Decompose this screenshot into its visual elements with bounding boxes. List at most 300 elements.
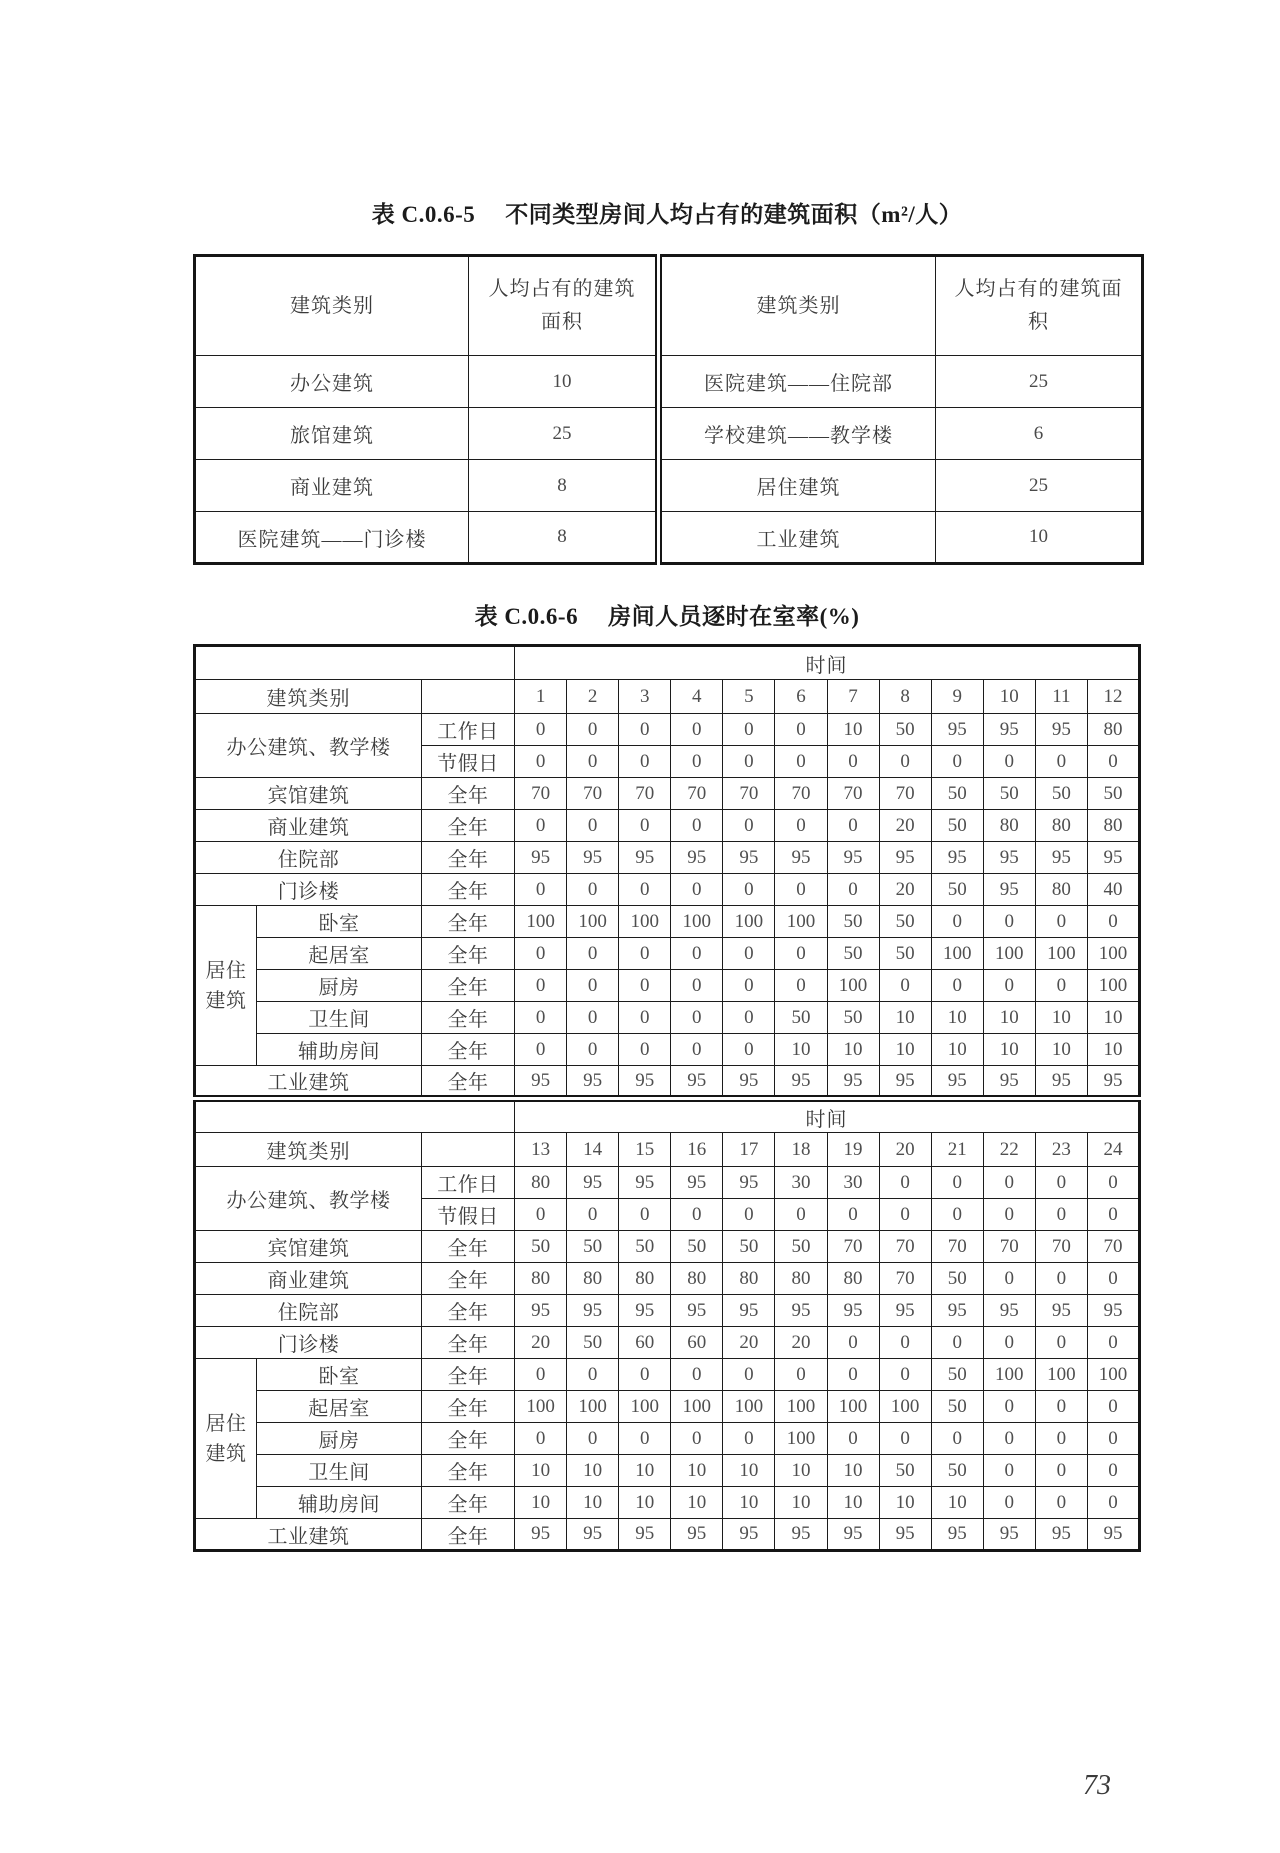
hour-value-cell: 80 xyxy=(619,1263,671,1295)
hour-value-cell: 100 xyxy=(619,1391,671,1423)
hour-value-cell: 0 xyxy=(775,1359,827,1391)
hour-value-cell: 95 xyxy=(671,1295,723,1327)
hour-value-cell: 0 xyxy=(619,1002,671,1034)
hour-value-cell: 0 xyxy=(619,970,671,1002)
hour-value-cell: 95 xyxy=(723,1295,775,1327)
hour-value-cell: 100 xyxy=(1035,1359,1087,1391)
hour-value-cell: 10 xyxy=(1087,1002,1139,1034)
hour-value-cell: 95 xyxy=(983,842,1035,874)
hour-value-cell: 50 xyxy=(879,1455,931,1487)
hour-value-cell: 0 xyxy=(931,1327,983,1359)
hour-value-cell: 0 xyxy=(775,970,827,1002)
hour-value-cell: 0 xyxy=(515,1359,567,1391)
table2-title-label: 表 C.0.6-6 xyxy=(474,604,579,629)
hour-value-cell: 0 xyxy=(567,970,619,1002)
hour-value-cell: 95 xyxy=(619,1519,671,1551)
table1-title-label: 表 C.0.6-5 xyxy=(371,202,476,227)
group-label-cell: 居住建筑 xyxy=(195,1359,257,1519)
period-cell: 全年 xyxy=(422,1263,515,1295)
hour-value-cell: 0 xyxy=(827,1359,879,1391)
hour-value-cell: 80 xyxy=(567,1263,619,1295)
hour-value-cell: 95 xyxy=(983,874,1035,906)
building-label-cell: 工业建筑 xyxy=(195,1519,422,1551)
hour-value-cell: 95 xyxy=(723,1066,775,1099)
hour-header-cell: 23 xyxy=(1035,1133,1087,1167)
corner-header-cell: 建筑类别 xyxy=(195,1133,422,1167)
hour-value-cell: 10 xyxy=(567,1487,619,1519)
hour-value-cell: 70 xyxy=(983,1231,1035,1263)
area-value-cell: 25 xyxy=(936,460,1143,512)
hour-value-cell: 70 xyxy=(1087,1231,1139,1263)
period-cell: 工作日 xyxy=(422,714,515,746)
hour-value-cell: 95 xyxy=(567,1295,619,1327)
hour-value-cell: 100 xyxy=(723,1391,775,1423)
table1-title-text: 不同类型房间人均占有的建筑面积（m²/人） xyxy=(505,202,963,227)
hour-value-cell: 95 xyxy=(827,842,879,874)
hour-value-cell: 50 xyxy=(827,1002,879,1034)
hour-value-cell: 0 xyxy=(723,970,775,1002)
hour-value-cell: 0 xyxy=(723,746,775,778)
hour-value-cell: 0 xyxy=(723,1423,775,1455)
hour-value-cell: 95 xyxy=(1087,1066,1139,1099)
hour-value-cell: 60 xyxy=(619,1327,671,1359)
hour-value-cell: 0 xyxy=(931,906,983,938)
hour-value-cell: 0 xyxy=(827,874,879,906)
hour-value-cell: 0 xyxy=(931,970,983,1002)
hour-value-cell: 95 xyxy=(983,1066,1035,1099)
hour-value-cell: 0 xyxy=(879,1423,931,1455)
hour-value-cell: 95 xyxy=(1035,1295,1087,1327)
area-value-cell: 8 xyxy=(469,460,659,512)
hour-value-cell: 95 xyxy=(827,1519,879,1551)
hour-header-cell: 24 xyxy=(1087,1133,1139,1167)
area-per-person-table xyxy=(193,254,1144,565)
column-header-cell: 建筑类别 xyxy=(659,256,936,356)
hour-value-cell: 80 xyxy=(775,1263,827,1295)
blank-cell xyxy=(195,646,515,680)
period-cell: 全年 xyxy=(422,1455,515,1487)
building-label-cell: 办公建筑、教学楼 xyxy=(195,714,422,778)
hour-value-cell: 95 xyxy=(619,1066,671,1099)
hour-value-cell: 95 xyxy=(1035,842,1087,874)
hour-value-cell: 50 xyxy=(515,1231,567,1263)
hour-value-cell: 50 xyxy=(619,1231,671,1263)
hour-value-cell: 0 xyxy=(515,1034,567,1066)
building-label-cell: 宾馆建筑 xyxy=(195,778,422,810)
hour-value-cell: 95 xyxy=(1035,1066,1087,1099)
hour-value-cell: 95 xyxy=(567,1066,619,1099)
room-label-cell: 辅助房间 xyxy=(257,1487,422,1519)
hour-value-cell: 0 xyxy=(567,1423,619,1455)
period-cell: 全年 xyxy=(422,1327,515,1359)
room-label-cell: 起居室 xyxy=(257,1391,422,1423)
hour-value-cell: 100 xyxy=(671,1391,723,1423)
hour-value-cell: 0 xyxy=(567,810,619,842)
hour-value-cell: 0 xyxy=(879,1167,931,1199)
building-label-cell: 办公建筑、教学楼 xyxy=(195,1167,422,1231)
hour-value-cell: 0 xyxy=(983,746,1035,778)
hour-value-cell: 0 xyxy=(1035,1423,1087,1455)
group-label-cell: 居住建筑 xyxy=(195,906,257,1066)
hour-value-cell: 0 xyxy=(723,810,775,842)
building-label-cell: 门诊楼 xyxy=(195,874,422,906)
hour-value-cell: 0 xyxy=(671,1002,723,1034)
hour-value-cell: 80 xyxy=(723,1263,775,1295)
period-cell: 全年 xyxy=(422,1359,515,1391)
hour-value-cell: 0 xyxy=(567,1359,619,1391)
hour-value-cell: 10 xyxy=(1035,1002,1087,1034)
building-type-cell: 旅馆建筑 xyxy=(195,408,469,460)
hour-value-cell: 50 xyxy=(567,1327,619,1359)
hour-header-cell: 5 xyxy=(723,680,775,714)
area-value-cell: 10 xyxy=(936,512,1143,564)
hour-value-cell: 95 xyxy=(775,1066,827,1099)
area-value-cell: 8 xyxy=(469,512,659,564)
hour-value-cell: 10 xyxy=(827,1034,879,1066)
hour-value-cell: 30 xyxy=(827,1167,879,1199)
hour-value-cell: 0 xyxy=(723,874,775,906)
hour-value-cell: 95 xyxy=(931,1519,983,1551)
hour-value-cell: 0 xyxy=(983,1327,1035,1359)
hour-value-cell: 95 xyxy=(723,1519,775,1551)
column-header-cell: 人均占有的建筑面积 xyxy=(469,256,659,356)
hour-value-cell: 50 xyxy=(931,874,983,906)
hour-value-cell: 95 xyxy=(983,1295,1035,1327)
hour-value-cell: 0 xyxy=(827,1327,879,1359)
hour-value-cell: 10 xyxy=(879,1487,931,1519)
hour-header-cell: 12 xyxy=(1087,680,1139,714)
hour-value-cell: 30 xyxy=(775,1167,827,1199)
hour-value-cell: 0 xyxy=(983,1263,1035,1295)
hour-value-cell: 10 xyxy=(827,714,879,746)
hour-value-cell: 70 xyxy=(567,778,619,810)
hour-value-cell: 0 xyxy=(1035,1327,1087,1359)
hour-header-cell: 19 xyxy=(827,1133,879,1167)
hour-value-cell: 0 xyxy=(1087,1391,1139,1423)
hour-value-cell: 95 xyxy=(931,714,983,746)
building-type-cell: 学校建筑——教学楼 xyxy=(659,408,936,460)
hour-value-cell: 100 xyxy=(619,906,671,938)
hour-value-cell: 0 xyxy=(1087,746,1139,778)
hour-value-cell: 50 xyxy=(567,1231,619,1263)
hour-value-cell: 95 xyxy=(931,842,983,874)
hour-value-cell: 0 xyxy=(1087,1423,1139,1455)
hour-value-cell: 0 xyxy=(879,746,931,778)
hour-value-cell: 95 xyxy=(515,842,567,874)
column-header-cell: 建筑类别 xyxy=(195,256,469,356)
hour-value-cell: 100 xyxy=(1087,970,1139,1002)
hour-value-cell: 0 xyxy=(879,1359,931,1391)
hour-value-cell: 70 xyxy=(515,778,567,810)
hour-value-cell: 70 xyxy=(931,1231,983,1263)
hour-value-cell: 95 xyxy=(775,1295,827,1327)
hour-value-cell: 95 xyxy=(775,842,827,874)
hour-header-cell: 22 xyxy=(983,1133,1035,1167)
hour-header-cell: 20 xyxy=(879,1133,931,1167)
hour-value-cell: 20 xyxy=(879,874,931,906)
hour-value-cell: 95 xyxy=(619,1295,671,1327)
hour-header-cell: 8 xyxy=(879,680,931,714)
hour-value-cell: 80 xyxy=(515,1263,567,1295)
area-value-cell: 6 xyxy=(936,408,1143,460)
hour-value-cell: 0 xyxy=(515,938,567,970)
hour-value-cell: 100 xyxy=(879,1391,931,1423)
period-cell: 全年 xyxy=(422,1423,515,1455)
period-cell: 全年 xyxy=(422,1519,515,1551)
hour-value-cell: 0 xyxy=(723,938,775,970)
hour-header-cell: 15 xyxy=(619,1133,671,1167)
hour-value-cell: 0 xyxy=(1087,1167,1139,1199)
hour-value-cell: 10 xyxy=(619,1455,671,1487)
hour-value-cell: 0 xyxy=(775,938,827,970)
hour-value-cell: 95 xyxy=(879,1295,931,1327)
hour-value-cell: 80 xyxy=(827,1263,879,1295)
hour-value-cell: 50 xyxy=(1087,778,1139,810)
hour-value-cell: 0 xyxy=(671,714,723,746)
hour-value-cell: 95 xyxy=(1087,842,1139,874)
hour-value-cell: 0 xyxy=(619,874,671,906)
hour-value-cell: 50 xyxy=(931,1455,983,1487)
hour-header-cell: 18 xyxy=(775,1133,827,1167)
table2-title xyxy=(193,598,1141,631)
hour-header-cell: 13 xyxy=(515,1133,567,1167)
hour-value-cell: 0 xyxy=(775,1199,827,1231)
period-cell: 全年 xyxy=(422,1391,515,1423)
hour-header-cell: 4 xyxy=(671,680,723,714)
hour-value-cell: 0 xyxy=(567,874,619,906)
period-cell: 节假日 xyxy=(422,1199,515,1231)
hour-value-cell: 10 xyxy=(619,1487,671,1519)
building-type-cell: 工业建筑 xyxy=(659,512,936,564)
document-page xyxy=(193,0,1141,1552)
hour-value-cell: 95 xyxy=(567,1519,619,1551)
hour-value-cell: 20 xyxy=(879,810,931,842)
building-type-cell: 办公建筑 xyxy=(195,356,469,408)
hour-value-cell: 0 xyxy=(567,938,619,970)
hour-value-cell: 0 xyxy=(619,1423,671,1455)
period-cell: 全年 xyxy=(422,970,515,1002)
hour-value-cell: 70 xyxy=(1035,1231,1087,1263)
hour-value-cell: 0 xyxy=(619,1359,671,1391)
hour-value-cell: 50 xyxy=(827,938,879,970)
period-cell: 全年 xyxy=(422,1002,515,1034)
period-cell: 全年 xyxy=(422,906,515,938)
hour-value-cell: 10 xyxy=(931,1002,983,1034)
hour-value-cell: 10 xyxy=(879,1002,931,1034)
hour-value-cell: 100 xyxy=(775,906,827,938)
hour-value-cell: 10 xyxy=(775,1034,827,1066)
hour-value-cell: 20 xyxy=(775,1327,827,1359)
hour-value-cell: 0 xyxy=(775,746,827,778)
hour-value-cell: 0 xyxy=(1087,1487,1139,1519)
hour-value-cell: 0 xyxy=(671,746,723,778)
hour-value-cell: 100 xyxy=(827,970,879,1002)
hour-value-cell: 10 xyxy=(983,1002,1035,1034)
hour-value-cell: 50 xyxy=(931,778,983,810)
hour-value-cell: 100 xyxy=(983,938,1035,970)
hour-value-cell: 10 xyxy=(827,1455,879,1487)
hour-value-cell: 0 xyxy=(619,746,671,778)
hour-value-cell: 95 xyxy=(619,1167,671,1199)
hour-value-cell: 10 xyxy=(671,1487,723,1519)
building-type-cell: 医院建筑——住院部 xyxy=(659,356,936,408)
hour-value-cell: 50 xyxy=(827,906,879,938)
period-cell: 全年 xyxy=(422,1295,515,1327)
time-header-cell: 时间 xyxy=(515,1099,1140,1133)
hour-value-cell: 10 xyxy=(983,1034,1035,1066)
period-cell: 全年 xyxy=(422,1231,515,1263)
hour-value-cell: 95 xyxy=(515,1066,567,1099)
hour-value-cell: 0 xyxy=(515,1199,567,1231)
hour-value-cell: 50 xyxy=(983,778,1035,810)
room-label-cell: 卫生间 xyxy=(257,1002,422,1034)
hour-value-cell: 10 xyxy=(515,1455,567,1487)
hour-value-cell: 0 xyxy=(983,970,1035,1002)
hour-header-cell: 6 xyxy=(775,680,827,714)
hour-value-cell: 0 xyxy=(931,1167,983,1199)
hour-value-cell: 20 xyxy=(723,1327,775,1359)
hour-value-cell: 80 xyxy=(1035,810,1087,842)
hour-value-cell: 0 xyxy=(515,714,567,746)
hour-value-cell: 0 xyxy=(567,1002,619,1034)
hour-value-cell: 0 xyxy=(723,1199,775,1231)
hour-value-cell: 0 xyxy=(1035,746,1087,778)
hour-value-cell: 100 xyxy=(827,1391,879,1423)
hour-header-cell: 9 xyxy=(931,680,983,714)
hour-value-cell: 95 xyxy=(671,842,723,874)
hour-value-cell: 80 xyxy=(1035,874,1087,906)
hour-value-cell: 50 xyxy=(931,1391,983,1423)
hour-value-cell: 95 xyxy=(619,842,671,874)
hour-value-cell: 0 xyxy=(1035,906,1087,938)
hour-value-cell: 0 xyxy=(515,746,567,778)
hour-value-cell: 0 xyxy=(775,714,827,746)
hour-value-cell: 10 xyxy=(775,1455,827,1487)
area-value-cell: 25 xyxy=(469,408,659,460)
hour-value-cell: 70 xyxy=(879,1231,931,1263)
hour-value-cell: 70 xyxy=(879,778,931,810)
hour-value-cell: 0 xyxy=(931,746,983,778)
hour-value-cell: 70 xyxy=(827,1231,879,1263)
hour-value-cell: 100 xyxy=(567,906,619,938)
hour-value-cell: 50 xyxy=(671,1231,723,1263)
hour-value-cell: 95 xyxy=(931,1295,983,1327)
hour-value-cell: 0 xyxy=(567,1199,619,1231)
building-label-cell: 宾馆建筑 xyxy=(195,1231,422,1263)
room-label-cell: 厨房 xyxy=(257,970,422,1002)
hour-value-cell: 95 xyxy=(1087,1519,1139,1551)
hour-value-cell: 0 xyxy=(671,1034,723,1066)
hour-value-cell: 95 xyxy=(827,1066,879,1099)
hour-value-cell: 0 xyxy=(1035,970,1087,1002)
hour-value-cell: 0 xyxy=(1035,1263,1087,1295)
building-label-cell: 工业建筑 xyxy=(195,1066,422,1099)
hour-value-cell: 10 xyxy=(723,1487,775,1519)
hour-value-cell: 95 xyxy=(879,1519,931,1551)
hour-value-cell: 95 xyxy=(567,1167,619,1199)
hour-header-cell: 10 xyxy=(983,680,1035,714)
hour-value-cell: 80 xyxy=(515,1167,567,1199)
hour-header-cell: 2 xyxy=(567,680,619,714)
period-cell: 全年 xyxy=(422,1034,515,1066)
hour-value-cell: 0 xyxy=(1087,1327,1139,1359)
hour-value-cell: 10 xyxy=(515,1487,567,1519)
hour-value-cell: 95 xyxy=(775,1519,827,1551)
hour-header-cell: 3 xyxy=(619,680,671,714)
hour-value-cell: 100 xyxy=(515,1391,567,1423)
hour-value-cell: 10 xyxy=(671,1455,723,1487)
hour-value-cell: 10 xyxy=(1035,1034,1087,1066)
hour-value-cell: 100 xyxy=(775,1423,827,1455)
period-cell: 工作日 xyxy=(422,1167,515,1199)
hour-value-cell: 0 xyxy=(619,1199,671,1231)
hour-value-cell: 80 xyxy=(671,1263,723,1295)
hour-value-cell: 95 xyxy=(1035,714,1087,746)
hour-value-cell: 0 xyxy=(1035,1199,1087,1231)
hour-value-cell: 0 xyxy=(1035,1487,1087,1519)
period-cell: 全年 xyxy=(422,1487,515,1519)
table1-title xyxy=(193,196,1141,229)
table2-title-text: 房间人员逐时在室率(%) xyxy=(608,604,860,629)
hour-value-cell: 10 xyxy=(931,1487,983,1519)
hour-value-cell: 95 xyxy=(515,1519,567,1551)
hour-value-cell: 95 xyxy=(671,1519,723,1551)
room-label-cell: 卧室 xyxy=(257,906,422,938)
building-type-cell: 商业建筑 xyxy=(195,460,469,512)
hour-value-cell: 0 xyxy=(827,746,879,778)
hour-value-cell: 50 xyxy=(931,810,983,842)
hour-value-cell: 0 xyxy=(1035,1455,1087,1487)
hour-value-cell: 95 xyxy=(879,1066,931,1099)
hour-value-cell: 0 xyxy=(1035,1391,1087,1423)
hour-value-cell: 10 xyxy=(567,1455,619,1487)
hour-value-cell: 0 xyxy=(983,1455,1035,1487)
hour-value-cell: 0 xyxy=(1087,1455,1139,1487)
hour-value-cell: 10 xyxy=(879,1034,931,1066)
hour-value-cell: 0 xyxy=(775,874,827,906)
hour-value-cell: 95 xyxy=(1035,1519,1087,1551)
hour-header-cell: 17 xyxy=(723,1133,775,1167)
hour-value-cell: 0 xyxy=(879,1199,931,1231)
blank-cell xyxy=(422,680,515,714)
hour-value-cell: 0 xyxy=(515,810,567,842)
hour-value-cell: 50 xyxy=(1035,778,1087,810)
hour-value-cell: 10 xyxy=(827,1487,879,1519)
hour-value-cell: 0 xyxy=(1087,1263,1139,1295)
period-cell: 全年 xyxy=(422,842,515,874)
time-header-cell: 时间 xyxy=(515,646,1140,680)
hour-value-cell: 100 xyxy=(1087,1359,1139,1391)
hour-value-cell: 40 xyxy=(1087,874,1139,906)
hour-value-cell: 100 xyxy=(671,906,723,938)
hour-value-cell: 0 xyxy=(827,1423,879,1455)
hour-value-cell: 70 xyxy=(723,778,775,810)
period-cell: 全年 xyxy=(422,810,515,842)
hour-value-cell: 0 xyxy=(671,938,723,970)
hour-value-cell: 0 xyxy=(931,1423,983,1455)
hour-value-cell: 70 xyxy=(671,778,723,810)
hour-value-cell: 95 xyxy=(931,1066,983,1099)
hour-value-cell: 50 xyxy=(879,906,931,938)
hour-header-cell: 21 xyxy=(931,1133,983,1167)
hour-value-cell: 50 xyxy=(931,1359,983,1391)
hour-value-cell: 50 xyxy=(879,938,931,970)
room-label-cell: 辅助房间 xyxy=(257,1034,422,1066)
hour-value-cell: 0 xyxy=(983,1423,1035,1455)
hour-value-cell: 50 xyxy=(723,1231,775,1263)
hour-value-cell: 0 xyxy=(983,1487,1035,1519)
room-label-cell: 起居室 xyxy=(257,938,422,970)
